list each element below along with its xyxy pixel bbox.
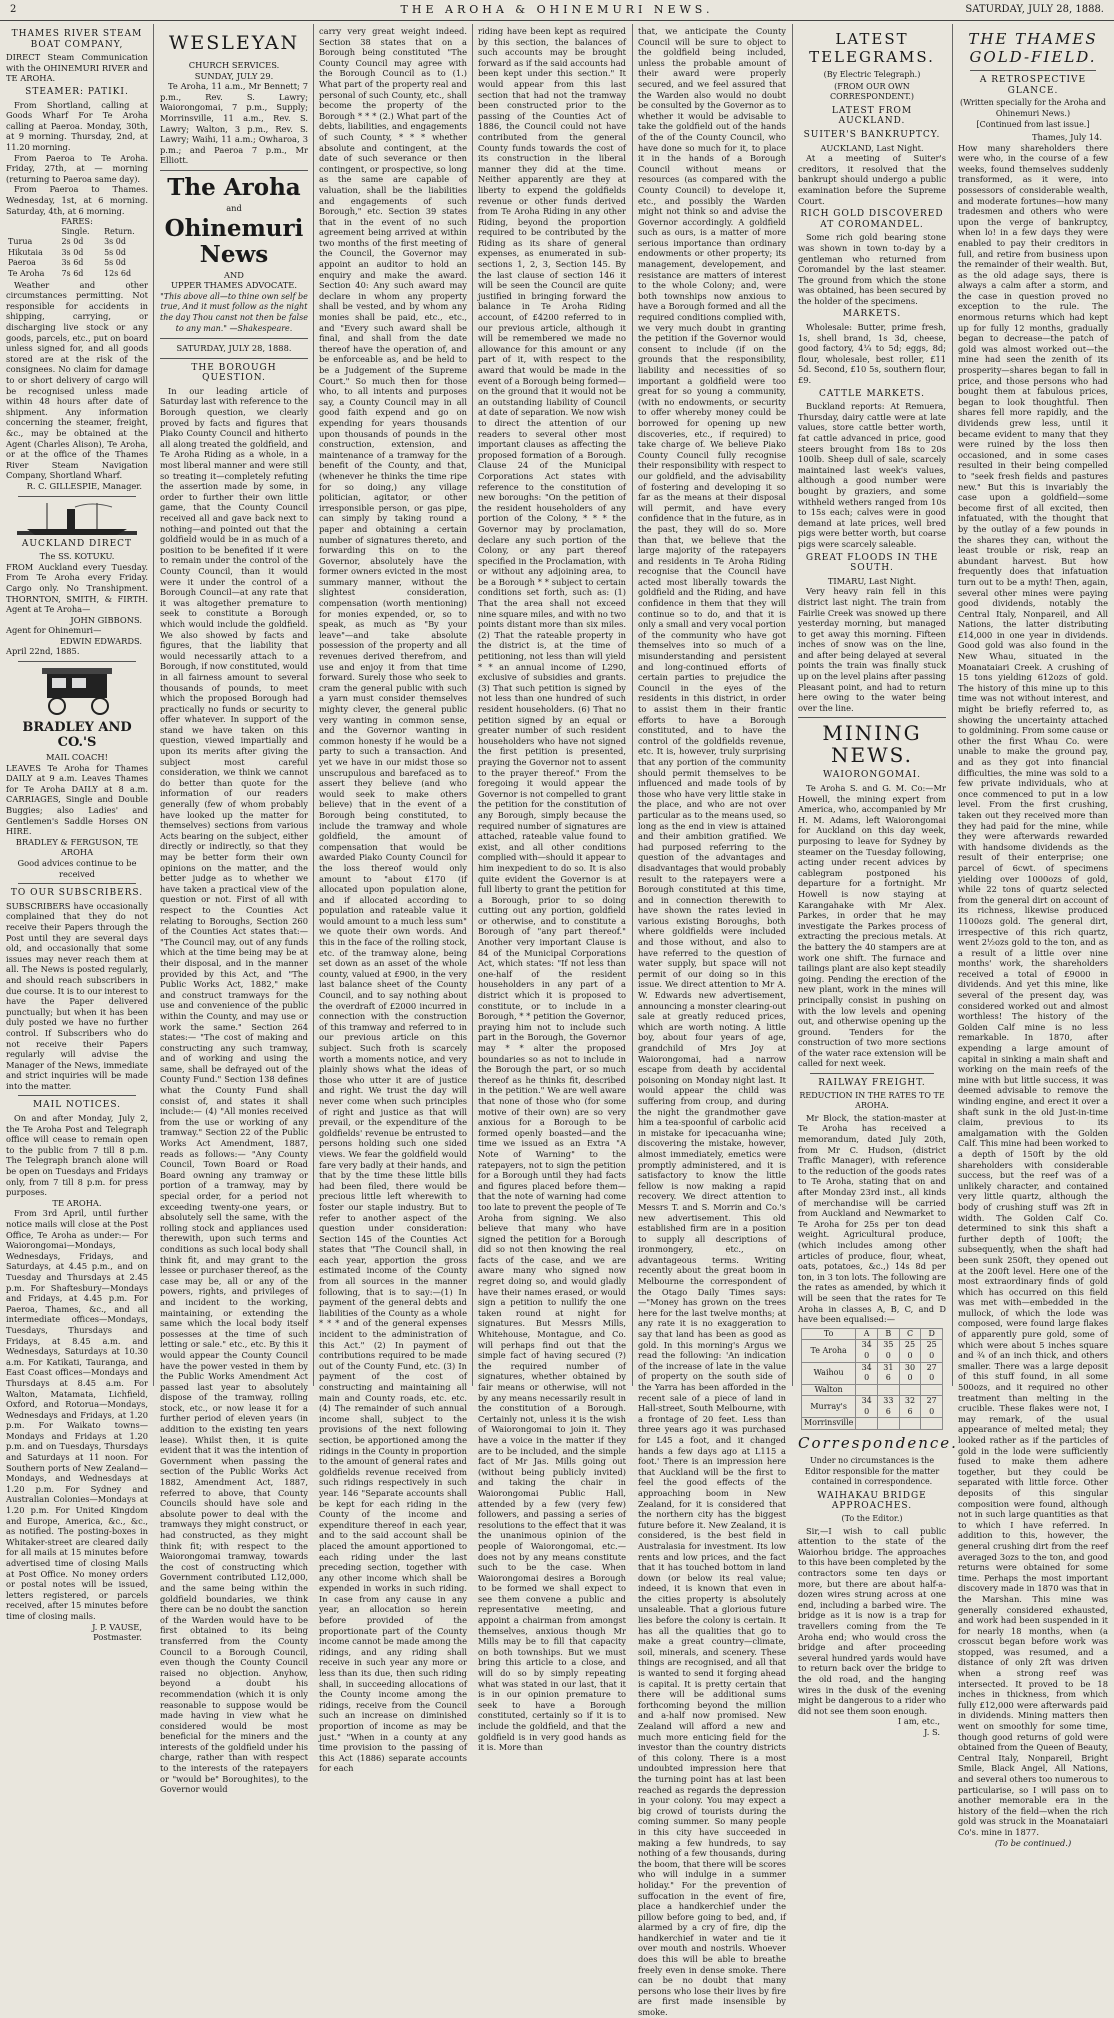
ad-steamboat-schedule: From Paeroa to Thames. Wednesday, 1st, at 6 morning. Saturday, 4th, at 6 morning. bbox=[6, 184, 148, 216]
railway-text: Mr Block, the station-master at Te Aroha has received a memorandum, dated July 20th, from Mr C. Hudson, (district Traffic Manager), with reference to the reduction of the goods rates to Te Aroha, stating that on and after Monday 23rd inst., all kinds of merchandise will be carried from Auckland and Newmarket to Te Aroha for 25s per ton dead weight. Agricultural produce, (which includes among other articles of produce, flour, wheat, oats, potatoes, &c.,) 14s 8d per ton, in 3 ton lots. The following are the rates as amended, by which it will be seen that the rates for Te Aroha in classes A, B, C, and D have been equalised:— bbox=[798, 1112, 946, 1325]
correspondence-heading: Correspondence. bbox=[798, 1434, 958, 1453]
goldfield-heading: THE THAMES GOLD-FIELD. bbox=[968, 30, 1098, 66]
ad-auckland-direct-body: FROM Auckland every Tuesday. From Te Aroha every Friday. Cargo only. No Transhipment. THORNTON, SMITH, & FIRTH. Agent at Te Aroha— bbox=[6, 561, 148, 615]
subscribers-body: SUBSCRIBERS have occasionally complained that they do not receive their Papers through the Post until they are several days old, and occasionally that some issues may never reach them at all. The News is posted regularly, and should reach subscribers in due course. It is to our interest to have the Paper delivered punctually; but when it has been duly posted we have no further control. If Subscribers who do not receive their Papers regularly will advise the Manager of the News, immediate and strict inquiries will be made into the matter. bbox=[6, 900, 148, 1091]
mail-notices-heading: MAIL NOTICES. bbox=[32, 1100, 122, 1111]
leader-article-continued: riding have been kept as required by this section, the balances of such accounts may be brought forward as if the said accounts had been kept under this section." It would appear from this last section that had not the tramway been constructed prior to the passing of the Counties Act of 1886, the Council could not have contributed from the general County funds towards the cost of its construction in the liberal manner they did at the time. Neither apparently are they at liberty to expend the goldfields revenue or other funds derived from Te Aroha Riding in any other Riding, beyond the proportion required to be contributed by the Riding as its share of general expenses, as enumerated in sub-sections 1, 2, 3, Section 145. By the last clause of section 146 it will be seen the Council are quite justified in bringing forward the balance in Te Aroha Riding account, of £4200 referred to in our previous article, although it will be remembered we made no allowance for this amount or any part of it, with respect to the award that would be made in the event of a Borough being formed—on the ground that it would not be an outstanding liability of Council at date of separation. We now wish to direct the attention of our readers to several other most important clauses as affecting the proposed formation of a Borough. Clause 24 of the Municipal Corporations Act states with reference to the constitution of new boroughs: "On the petition of the resident householders of any portion of the Colony, * * * the Governor may by proclamation, declare any such portion of the Colony, or any part thereof specified in the Proclamation, with or without any adjoining area, to be a Borough * * subject to certain conditions set forth, such as: (1) That the area shall not exceed nine square miles, and with no two points distant more than six miles. (2) That the rateable property in the district is, at the time of petitioning, not less than will yield * * an annual income of L290, exclusive of subsidies and grants. (3) That such petition is signed by not less than one hundred of such resident householders. (6) That no petition signed by an equal or greater number of such resident householders who have not signed the first petition is presented, praying the Governor not to assent to the prayer thereof." From the foregoing it would appear the Governor is not compelled to grant the petition for the constitution of any Borough, simply because the required number of signatures are attached, rateable value found to exist, and all other conditions complied with—should it appear to him inexpedient to do so. It is also quite evident the Governor is at full liberty to grant the petition for a Borough, prior to so doing cutting out any portion, goldfield or otherwise, and to constitute a Borough of "any part thereof." Another very important Clause is 84 of the Municipal Corporations Act, which states: "If not less than one-half of the resident householders in any part of a district which it is proposed to constitute, or to include in a Borough, * * petition the Governor, praying him not to include such part in the Borough, the Governor may * * alter the proposed boundaries so as not to include in the Borough the part, or so much thereof as he thinks fit, described in the petition." We are well aware that none of those who (for some motive of their own) are so very anxious for a Borough to be formed openly boasted—and the time we issued as an Extra "A Note of Warning" to the ratepayers, not to sign the petition for a Borough until they had facts and figures placed before them—that the note of warning had come too late to prevent the people of Te Aroha from signing. We also believe that many who have signed the petition for a Borough did so not then knowing the real facts of the case, and we are aware many who signed now regret doing so, and would gladly have their names erased, or would sign a petition to nullify the one taken round at night for signatures. But Messrs Mills, Whitehouse, Montague, and Co. will perhaps find out that the simple fact of having secured (?) the required number of signatures, whether obtained by fair means or otherwise, will not by any means necessarily result in the constitution of a Borough. Certainly not, unless it is the wish of Waiorongomai to join it. They have a voice in the matter if they are to be included, and the simple fact of Mr Jas. Mills going out (without being publicly invited) and taking the chair in Waiorongomai Public Hall, attended by a few (very few) followers, and passing a series of resolutions to the effect that it was the unanimous opinion of the people of Waiorongomai, etc.—does not by any means constitute such to be the case. When Waiorongomai desires a Borough to be formed we shall expect to see them convene a public and representative meeting, and appoint a chairman from amongst themselves, anxious though Mr Mills may be to fill that capacity on both townships. But we must bring this article to a close, and will do so by simply repeating what was stated in our last, that it is in our opinion premature to seek to have a Borough constituted, certainly so if it is to include the goldfield, and that the goldfield is in very good hands as it is. More than bbox=[478, 26, 626, 1753]
ad-steamboat-signature: R. C. GILLESPIE, Manager. bbox=[26, 480, 142, 491]
mining-news-subheading: WAIORONGOMAI. bbox=[823, 770, 921, 781]
telegrams-heading: LATEST TELEGRAMS. bbox=[809, 30, 935, 66]
mail-notices-body: On and after Monday, July 2, the Te Aroha Post and Telegraph office will cease to remain open to the public from 7 till 8 p.m. The Telegraph branch alone will be open on Tuesdays and Fridays only, from 7 till 8 p.m. for press purposes. bbox=[6, 1113, 148, 1198]
divider bbox=[18, 496, 136, 497]
fares-col-return: Return. bbox=[104, 226, 135, 236]
column-local-news bbox=[638, 26, 786, 2018]
goldfield-continued: [Continued from last issue.] bbox=[976, 120, 1090, 130]
ad-steamboat-schedule: From Shortland, calling at Goods Wharf For Te Aroha calling at Paeroa. Monday, 30th, at 9 morning. Thursday, 2nd, at 11.20 morning. bbox=[6, 99, 148, 152]
running-header bbox=[0, 0, 1114, 21]
divider bbox=[798, 717, 946, 718]
mail-notices-sub: TE AROHA. bbox=[52, 1197, 102, 1208]
telegram-heading: SUITER'S BANKRUPTCY. bbox=[803, 129, 941, 140]
column-rule bbox=[792, 24, 793, 1386]
church-subheading: CHURCH SERVICES. bbox=[188, 60, 280, 70]
column-rule bbox=[472, 24, 473, 1386]
rates-row: Walton bbox=[801, 1384, 942, 1396]
telegrams-subheading: (FROM OUR OWN CORRESPONDENT.) bbox=[829, 81, 915, 102]
telegrams-subheading: (By Electric Telegraph.) bbox=[823, 70, 921, 79]
church-date: SUNDAY, JULY 29. bbox=[194, 70, 274, 81]
letter-addressee: (To the Editor.) bbox=[841, 1514, 903, 1524]
paper-title-ohinemuri: Ohinemuri News bbox=[164, 214, 304, 268]
local-news-text: that, we anticipate the County Council will be sure to object to the goldfield being included, unless the probable amount of their award were properly secured, and we feel assured that the Warden also would no doubt be consulted by the Governor as to whether it would be advisable to take the goldfield out of the hands of the of the County Council, who have done so much for it, to place it in the hands of a Borough Council without means or resources (as compared with the County Council) to develope it, etc., and possibly the Warden might not think so and advise the Governor accordingly. A goldfield such as ours, is a matter of more serious importance than ordinary endowments or other property; its management, developement, and resistance are matters of interest to the whole Colony; and, were both townships now anxious to have a Borough formed and all the required conditions complied with, we very much doubt in granting the petition if the Governor would consent to include (if on the grounds that the responsibility, liability and necessities of so important a goldfield were too great for so young a community, (with no endowments, or security to offer whereby money could be borrowed for opening up new discoveries, etc., if required) to take charge of. We believe Piako County Council fully recognise their responsibility with respect to our goldfield, and the advisability of fostering and developing it so far as the means at their disposal will permit, and have every confidence that in the future, as in the past, they will do so. More than that, we believe that the large majority of the ratepayers and residents in Te Aroha Riding recognise that the Council have acted most liberally towards the goldfield and the Riding, and have confidence in them that they will continue so to do, and that it is only a small and very vocal portion of the community who have got themselves into so much of a misunderstanding and persistent and long-continued efforts of certain parties to prejudice the Council in the eyes of the residents in this district, in order to assist them in their frantic efforts to have a Borough constituted, and to have the control of the goldfields revenue, etc. It is, however, truly surprising that any portion of the community should permit themselves to be influenced and made tools of by those who have very little stake in the place, and who are not over particular as to the means used, so long as the end in view is attained and their ambition gratified. We had purposed referring to the question of the advantages and disadvantages that would probably result to the ratepayers were a Borough constituted at this time, and in connection therewith to have shown the rates levied in various existing Boroughs, both where goldfields were included and those without, and also to have referred to the question of water supply, but space will not permit of our doing so in this issue. We direct attention to Mr A. W. Edwards new advertisement, announcing a monster clearing-out sale at greatly reduced prices, which are worth noting. A little boy, about four years of age, grandchild of Mrs Joy at Waiorongomai, had a narrow escape from death by accidental poisoning on Monday night last. It would appear the child was suffering from croup, and during the night the grandmother gave him a tea-spoonful of carbolic acid in mistake for ipecacuanha wine; discovering the mistake, however, almost immediately, emetics were promptly administered, and it is satisfactory to know the little fellow is now making a rapid recovery. We direct attention to Messrs T. and S. Morrin and Co.'s new advertisement. This old established firm are in a position to supply all descriptions of ironmongery, etc., on advantageous terms. Writing recently about the great boom in Melbourne the correspondent of the Otago Daily Times says:—"Money has grown on the trees here for the last twelve months; at any rate it is no exaggeration to say that land has been as good as gold. In this morning's Argus we read the following: 'An indication of the increase of late in the value of property on the south side of the Yarra has been afforded in the recent sale of a piece of land in Hall-street, South Melbourne, with a frontage of 20 feet. Less than three years ago it was purchased for L45 a foot, and it changed hands a few days ago at L115 a foot.' There is an impression here that Auckland will be the first to feel the good effects of the approaching boom in New Zealand, for it is considered that the northern city has the biggest future before it. New Zealand, it is considered, is the best field in Australasia for investment. Its low rents and low prices, and the fact that it has touched bottom in land down (or below its real value; indeed, it is known that even in the cities property is absolutely unsaleable. That a glorious future lies before the colony is certain. It has all the qualities that go to make a great country—climate, soil, minerals, and scenery. These things are recognised, and all that is wanted to send it forging ahead is capital. It is pretty certain that there will be additional sums forthcoming beyond the million and a-half now promised. New Zealand will afford a new and much more enticing field for the investor than the country districts of this colony. There is a most undoubted impression here that the turning point has at last been reached as regards the depression in your colony. You may expect a big crowd of tourists during the coming summer. So many people in this city have succeeded in making a few hundreds, to say nothing of a few thousands, during the boom, that there will be scores who will indulge in a summer holiday." For the prevention of suffocation in the event of fire, place a handkerchief under the pillow before going to bed, and, if alarmed by a cry of fire, dip the handkerchief in water and tie it over mouth and nostrils. Whoever does this will be able to breathe freely even in dense smoke. There can be no doubt that many persons who lose their lives by fire are first made insensible by smoke. bbox=[638, 26, 786, 2018]
subscribers-heading: TO OUR SUBSCRIBERS. bbox=[10, 888, 144, 899]
ad-steamboat-schedule: From Paeroa to Te Aroha. Friday, 27th, at — morning (returning to Paeroa same day). bbox=[6, 152, 148, 184]
fares-heading: FARES: bbox=[61, 216, 93, 227]
column-rule bbox=[952, 24, 953, 1386]
paper-name: THE AROHA & OHINEMURI NEWS. bbox=[400, 3, 714, 16]
rates-header: To bbox=[801, 1328, 855, 1340]
page-number: 2 bbox=[10, 4, 17, 15]
telegram-heading: RICH GOLD DISCOVERED AT COROMANDEL. bbox=[800, 209, 944, 230]
postmaster-name: J. P. VAUSE, bbox=[92, 1621, 142, 1632]
divider bbox=[970, 70, 1096, 71]
rates-header: C bbox=[899, 1328, 921, 1340]
ad-auckland-direct-heading: AUCKLAND DIRECT bbox=[21, 538, 133, 549]
divider bbox=[18, 883, 136, 884]
letter-text: Sir,—I wish to call public attention to the state of the Waiorhou bridge. The approaches to this have been completed by the contractors some ten days or more, but there are about half-a-dozen wires strung across at one end, including a barbed wire. The bridge as it is now is a trap for travellers coming from the Te Aroha end; who would cross the bridge and after proceeding several hundred yards would have to return back over the bridge to the old road, and the hanging wires in the dusk of the evening might be dangerous to a rider who did not see them soon enough. bbox=[798, 1525, 946, 1716]
mining-news-text: Te Aroha S. and G. M. Co:—Mr Howell, the mining expert from America, who, accompanied by Mr H. M. Adams, left Waiorongomai for Auckland on this day week, purposing to leave for Sydney by steamer on the Tuesday following, acting under recent advices by cablegram postponed his departure for a fortnight. Mr Howell is now staying at Karangahake with Mr Alex. Parkes, in order that he may investigate the Parkes process of extracting the precious metals. At the battery the 40 stampers are at work one shift. The furnace and tailings plant are also kept steadily going. Pending the erection of the new plant, work in the mines will principally consist in pushing on with the low levels and opening out, and otherwise opening up the ground. Tenders for the construction of two more sections of the water race extension will be called for next week. bbox=[798, 783, 946, 1069]
railway-subheading: REDUCTION IN THE RATES TO TE AROHA. bbox=[799, 1090, 945, 1111]
column-telegrams-mining bbox=[798, 26, 958, 1737]
fares-col-single: Single. bbox=[61, 226, 90, 236]
telegram-text: At a meeting of Suiter's creditors, it resolved that the bankrupt should undergo a public examination before the Supreme Court. bbox=[798, 153, 946, 206]
fares-row: Hikutaia 3s 0d 5s 0d bbox=[8, 247, 127, 257]
telegram-heading: MARKETS. bbox=[842, 309, 902, 320]
rates-header: D bbox=[921, 1328, 943, 1340]
leader-heading: THE BOROUGH QUESTION. bbox=[191, 362, 277, 384]
railway-rates-table bbox=[801, 1328, 943, 1430]
paper-motto: "This above all—to thine own self be true, And it must follow as the night the day Thou canst not then be false to any man." —Shakespeare. bbox=[160, 291, 308, 333]
goldfield-dateline: Thames, July 14. bbox=[1032, 131, 1102, 142]
column-advertisements bbox=[6, 26, 148, 1643]
telegram-text: Buckland reports: At Remuera, Thursday, dairy cattle were at late values, store cattle better worth, fat cattle advanced in price, good steers brought from 18s to 20s 100lb. Sheep dull of sale, scarcely maintained last week's values, although a good number were bought by graziers, and some withheld wethers ranged from 10s to 15s each; calves were in good demand at late prices, well bred pigs were better worth, but coarse pigs were scarcely saleable. bbox=[798, 401, 946, 549]
postmaster-title: Postmaster. bbox=[93, 1632, 142, 1643]
ad-coach-heading: BRADLEY AND CO.'S bbox=[22, 720, 132, 751]
column-leader-continued bbox=[319, 26, 467, 1774]
telegram-text: Very heavy rain fell in this district last night. The train from Fairlie Creek was snowed up there yesterday morning, but managed to get away this morning. Fifteen inches of snow was on the line, and after being delayed at several points the train was finally stuck up on the level plains after passing Pleasant point, and had to return here owing to the water being over the line. bbox=[798, 586, 946, 713]
ad-steamboat-heading: THAMES RIVER STEAM BOAT COMPANY, bbox=[11, 29, 143, 50]
letter-heading: WAIHAKAU BRIDGE APPROACHES. bbox=[817, 1490, 927, 1512]
rates-row: Morrinsville bbox=[801, 1418, 942, 1430]
fares-row: Te Aroha 7s 6d 12s 6d bbox=[8, 269, 132, 279]
paper-subtitle: UPPER THAMES ADVOCATE. bbox=[171, 280, 297, 291]
rates-row: Te Aroha 34 0 35 0 25 0 25 0 bbox=[801, 1340, 942, 1362]
goldfield-subheading: A RETROSPECTIVE GLANCE. bbox=[979, 75, 1087, 96]
goldfield-tbc: (To be continued.) bbox=[994, 1837, 1072, 1848]
ad-agent-name: JOHN GIBBONS. bbox=[70, 614, 142, 625]
divider bbox=[810, 1073, 934, 1074]
railway-heading: RAILWAY FREIGHT. bbox=[818, 1078, 926, 1089]
column-rule bbox=[632, 24, 633, 1386]
paper-title-and2: AND bbox=[224, 269, 244, 280]
fares-row: Paeroa 3s 6d 5s 0d bbox=[8, 258, 127, 268]
column-leader bbox=[160, 26, 308, 1795]
telegram-heading: CATTLE MARKETS. bbox=[819, 388, 925, 399]
column-rule bbox=[153, 24, 154, 1386]
ad-coach-sub: MAIL COACH! bbox=[46, 752, 108, 763]
column-goldfield-article bbox=[958, 26, 1108, 1848]
goldfield-text: How many shareholders there were who, in the course of a few weeks, found themselves suddenly transformed, as it were, into possessors of considerable wealth, and moderate fortunes—how many tradesmen and others who were upon the verge of bankruptcy, when lo! in a few days they were enabled to pay their creditors in full, and retire from business upon the remainder of their wealth. But, as the old adage says, there is always a calm after a storm, and the case in question proved no exception to the rule. The enormous returns which had kept up for fully 12 months, gradually began to decrease—the patch of gold was almost worked out—the mine had seen the zenith of its prosperity—shares began to fall in price, and those persons who had bought them at fabulous prices, began to look thoughtful. Then shares fell more rapidly, and the dividends grew less, until it became evident to many that they were ruined by the loss then occasioned, and in some cases resulted in their being compelled to "seek fresh fields and pastures new." But this is invariably the case upon a goldfield—some become first of all excited, then infatuated, with the thought that by the outlay of a few pounds in the shares they can, without the least trouble or risk, reap an abundant harvest. But how frequently does that infatuation turn out to be a myth! Then, again, several other mines were paying good dividends, notably the Central Italy, Nonpareil, and All Nations, the latter distributing £14,000 in one year in dividends. Good gold was also found in the New Whau, situated in the Moanataiari Creek. A crushing of 15 tons yielding 612ozs of gold. The history of this mine up to this time was not without interest, and might be briefly referred to, as showing the uncertainty attached to goldmining. From some cause or other the first Whau Co. were unable to make the ground pay, and as they got into financial difficulties, the mine was sold to a few private individuals, who at once commenced to put in a low level. From the first crushing, taken out they received more than they had paid for the mine, while they were afterwards rewarded with handsome dividends as the result of their enterprise; one parcel of 6cwt. of specimens yielding over 1000ozs of gold, while 22 tons of quartz selected from the general dirt on account of its richness, likewise produced 1100ozs gold. The general dirt, irrespective of this rich quartz, went 2½ozs gold to the ton, and as a result of a little over nine months' work, the shareholders received a total of £9000 in dividends. And yet this mine, like several of the present day, was considered worked out and almost worthless! The history of the Golden Calf mine is no less remarkable. In 1870, after expending a large amount of capital in sinking a main shaft and working on the main reefs of the mine with but little success, it was deemed advisable to remove the winding engine, and erect it over a shaft sunk in the old Just-in-time claim, previous to its amalgamation with the Golden Calf. This mine had been worked to a depth of 150ft by the old shareholders with considerable success, but the reef was of a unlikely character, and contained very little quartz, although the body of crushing stuff was 2ft in width. The Golden Calf Co. determined to sink this shaft a further depth of 100ft; the subsequently, when the shaft had been sunk 250ft, they opened out at the 200ft level. Here one of the most extraordinary finds of gold which has occurred on this field was met with—embedded in the mullock, of which the lode was composed, were found large flakes of apparently pure gold, some of which were about 5 inches square and ¾ of an inch thick, and others smaller. There was a large deposit of this stuff found, in all some 500ozs, and it required no other treatment than melting in the crucible. These flakes were not, I may remark, of the usual appearance of melted metal; they looked rather as if the particles of gold in the lode were sufficiently fused to make them adhere together, but they could be separated with little force. Other deposits of this singular composition were found, although not in such large quantities as that to which I have referred. In addition to this, however, the general crushing dirt from the reef averaged 3ozs to the ton, and good returns were obtained for some time. Perhaps the most important discovery made in 1870 was that in the Marshan. This mine was generally considered exhausted, and work had been suspended in it for nearly 18 months, when (a crosscut began before work was stopped, was resumed, and a distance of only 2ft was driven when a strong reef was intersected. It proved to be 18 inches in thickness, from which fully £12,000 were afterwards paid in dividends. Mining matters then went on smoothly for some time, though good returns of gold were obtained from the Queen of Beauty, Central Italy, Nonpareil, Bright Smile, Black Angel, All Nations, and several others too numerous to particularise, so I will pass on to another memorable era in the history of the field—when the rich gold was struck in the Moanataiari Co's. mine in 1877. bbox=[958, 142, 1108, 1837]
issue-date: SATURDAY, JULY 28, 1888. bbox=[176, 343, 292, 354]
issue-date-header: SATURDAY, JULY 28, 1888. bbox=[965, 4, 1104, 15]
coach-illustration bbox=[22, 666, 132, 716]
mining-news-heading: MINING NEWS. bbox=[822, 721, 922, 768]
divider bbox=[160, 170, 308, 171]
telegram-dateline: AUCKLAND, Last Night. bbox=[820, 142, 924, 153]
letter-signature: J. S. bbox=[924, 1726, 940, 1737]
ad-steamboat-terms: Weather and other circumstances permitting. Not responsible for accidents in shipping, carrying, or discharging live stock or any goods, parcels, etc., put on board unless signed for, and all goods stored are at the risk of the consignees. No claim for damage to or short delivery of cargo will be recognised unless made within 48 hours after date of shipment. Any information concerning the steamer, freight, &c., may be obtained at the Agent (Charles Alison), Te Aroha, or at the office of the Thames River Steam Navigation Company, Shortland Wharf. bbox=[6, 279, 148, 481]
paper-title-and: and bbox=[226, 202, 242, 213]
fares-table bbox=[6, 227, 148, 280]
ad-ship-name: The SS. KOTUKU. bbox=[39, 551, 115, 562]
correspondence-note: Under no circumstances is the Editor responsible for the matter contained in correspondence. bbox=[804, 1456, 940, 1487]
paper-title-aroha: The Aroha bbox=[167, 173, 301, 201]
divider bbox=[160, 338, 308, 339]
church-heading: WESLEYAN bbox=[168, 32, 300, 54]
divider bbox=[18, 661, 136, 662]
leader-article-text: In our leading article of Saturday last with reference to the Borough question, we clearly proved by facts and figures that Piako County Council and hitherto all along treated the goldfield, and Te Aroha Riding as a whole, in a most liberal manner and were still so treating it—completely refuting the assertion made by some, in order to further their own little game, that the County Council received all and gave back next to nothing—and pointed out that the goldfield would be in as much of a position to be benefited if it were to remain under the control of the County Council, than it would were it under the control of a Borough Council—at any rate that it was altogether premature to seek to constitute a Borough which would include the goldfield. We also showed by facts and figures, that the liability that would necessarily attach to a Borough, if now constituted, would in all fairness amount to several thousands of pounds, to meet which the proposed Borough had practically no funds or security to offer whatever. In support of the stand we have taken on this question, viewed impartially and upon its merits after giving the subject most careful consideration, we think we cannot do better than quote for the information of our readers generally (few of whom probably have looked up the matter for themselves) sections from various Acts bearing on the subject, either directly or indirectly, so that they may be better form their own opinions on the matter, and the better judge as to whether we have taken a practical view of the question or not. First of all with respect to the Counties Act relating to Boroughs, Section 260 of the Counties Act states that:— "The Council may, out of any funds which at the time being may be at their disposal, and in the manner provided by this Act, and "The Public Works Act, 1882," make and construct tramways for the use and convenience of the public within the County, and may use or work the same." Section 264 states:— "The cost of making and constructing any such tramway, and of working and using the same, shall be defrayed out of the County Fund." Section 138 defines what the County Fund shall consist of, and states it shall include:— (4) "All monies received from the use or working of any tramway." Section 22 of the Public Works Act Amendment, 1887, reads as follows:— "Any County Council, Town Board or Road Board owning any tramway or portion of a tramway, may by special order, for a period not exceeding twenty-one years, or absolutely sell the same, with the rolling stock and appliances used therewith, upon such terms and conditions as such local body shall think fit, and may grant to the lessee or purchaser thereof, as the case may be, all or any of the powers, rights, and privileges of and incident to the working, maintaining, or extending the same which the local body itself possesses at the time of such letting or sale." etc., etc. By this it would appear the County Council have the power vested in them by the Public Works Amendment Act passed last year to absolutely dispose of the tramway, rolling stock, etc., or now lease it for a further period of eleven years (in addition to the existing ten years lease). Whilst then, it is quite evident that it was the intention of Government when passing the section of the Public Works Act 1882, Amendment Act, 1887, referred to above, that County Councils should have sole and absolute power to deal with the tramways they might construct, or had constructed, as they might think fit; with respect to the Waiorongomai tramway, towards the cost of constructing which Government contributed L12,000, and the same being within the goldfield boundaries, we think there can be no doubt the sanction of the Warden would have to be first obtained to its being transferred from the County Council to a Borough Council, even though the County Council raised no objection. Anyhow, beyond a doubt his recommendation (which it is only reasonable to suppose would be made having in view what he considered would be most beneficial for the miners and the interests of the goldfield under his charge, rather than with respect to the interests of the ratepayers or "would be" Boroughites), to the Governor would bbox=[160, 385, 308, 1795]
telegram-heading: LATEST FROM AUCKLAND. bbox=[831, 105, 913, 127]
ad-coach-signature: BRADLEY & FERGUSON, TE AROHA bbox=[15, 836, 139, 858]
ad-date: April 22nd, 1885. bbox=[6, 646, 80, 657]
fares-row: Turua 2s 0d 3s 0d bbox=[8, 237, 127, 247]
divider bbox=[18, 1095, 136, 1096]
ad-steamer-name: STEAMER: PATIKI. bbox=[25, 86, 129, 97]
rates-row: Waihou 34 0 31 6 30 0 27 0 bbox=[801, 1362, 942, 1384]
letter-signoff: I am, etc., bbox=[897, 1716, 940, 1727]
ad-coach-body: LEAVES Te Aroha for Thames DAILY at 9 a.m. Leaves Thames for Te Aroha DAILY at 8 a.m. CARRIAGES, Single and Double Buggies; also Ladies' and Gentlemen's Saddle Horses ON HIRE. bbox=[6, 762, 148, 837]
leader-article-continued: carry very great weight indeed. Section 38 states that on a Borough being constituted "The County Council may agree with the Borough Council as to (1.) What part of the property real and personal of such County, etc., shall become the property of the Borough * * * (2.) What part of the debts, liabilities, and engagements of such County, * * * whether absolute and contingent, at the date of such severance or then contingent, or prospective, so long as the same are capable of valuation, shall be the liabilities and engagements of such Borough," etc. Section 39 states that in the event of no such agreement being arrived at within two months of the first meeting of the Council, the Governor may appoint an auditor to hold an enquiry and make the award. Section 40: Any such award may declare in whom any property shall be vested, and by whom any monies shall be paid, etc., etc., and "Every such award shall be final, and shall from the date thereof have the operation of, and be enforceable as, and be held to be a Judgement of the Supreme Court." So much then for those who, to all intents and purposes say, a County Council may in all good faith expend and go on expending for years thousands upon thousands of pounds in the construction, extension, and maintenance of a tramway for the benefit of the County, and that, (whenever he thinks the time ripe for so doing,) any village politician, agitator, or other irresponsible person, or gas pipe, can simply by taking round a paper and obtaining a certain number of signatures thereto, and forwarding this on to the Governor, absolutely have the former owners evicted in the most summary manner, without the slightest consideration, compensation (worth mentioning) for monies expended, or, so to speak, as much as "By your leave"—and take absolute possession of the property and all revenues derived therefrom, and use and enjoy it from that time forward. Surely those who seek to cram the general public with such a yarn must consider themselves mighty clever, the general public very wanting in common sense, and the Governor wanting in common honesty if he would be a party to such a transaction. And yet we have in our midst those so unscrupulous and barefaced as to assert they believe (and who would seek to make others believe) that in the event of a Borough being constituted, to include the tramway and whole goldfield, the amount of compensation that would be awarded Piako County Council for the loss thereof would only amount to "about £170 (if allocated upon population alone, and if allocated according to population and rateable value it would amount to a much less sum" we quote their own words. And this in the face of the rolling stock, etc. of the tramway alone, being set down as an asset of the whole county, valued at £900, in the very last balance sheet of the County Council, and to say nothing about the overdraft of £2000 incurred in connection with the construction of this tramway and referred to in our previous article on this subject. Such froth is scarcely worth a moments notice, and very plainly shows what the ideas of those who utter it are of justice and right. We trust the day will never come when such principles of right and justice as that will prevail, or the expenditure of the goldfields' revenue be entrusted to persons holding such one sided views. We fear the goldfield would fare very badly at their hands, and that by the time these little bills had been filed, there would be precious little left wherewith to foster our staple industry. But to refer to another aspect of the question under consideration: Section 145 of the Counties Act states that "The Council shall, in each year, apportion the gross estimated income of the County from all sources in the manner following, that is to say:—(1) In payment of the general debts and liabilities of the County as a whole * * * and of the general expenses incident to the administration of this Act." (2) In payment of contributions required to be made out of the County Fund, etc. (3) In payment of the cost of constructing and maintaining all main and County roads, etc. etc. (4) The remainder of such annual income shall, subject to the provisions of the next following section, be apportioned among the ridings in the County in proportion to the amount of general rates and goldfields revenue received from such ridings respectively in such year. 146 "Separate accounts shall be kept for each riding in the County of the income and expenditure thereof in each year, and to the said account shall be placed the amount apportioned to each riding under the last preceding section, together with any other income which shall be expended in works in such riding. In case from any cause in any year, an allocation so herein before provided of the proportionate part of the County income cannot be made among the ridings, and any riding shall receive in such year any more or less than its due, then such riding shall, in succeeding allocations of the County income among the ridings, receive from the Council such an increase on diminished proportion of income as may be just." "When in a county at any time provision to the passing of this Act (1886) separate accounts for each bbox=[319, 26, 467, 1774]
rates-row: Murray's 34 0 33 6 32 6 27 0 bbox=[801, 1396, 942, 1418]
telegram-text: Some rich gold bearing stone was shown in town to-day by a gentleman who returned from Coromandel by the last steamer. The ground from which the stone was obtained, has been secured by the holder of the specimens. bbox=[798, 232, 946, 306]
telegram-text: Wholesale: Butter, prime fresh, 1s, shell brand, 1s 3d, cheese, good factory, 4¼ to 5d; eggs, 8d; flour, wholesale, best roller, £11 5d. Second, £10 5s, southern flour, £9. bbox=[798, 322, 946, 386]
ad-coach-tail: Good advices continue to be received bbox=[17, 858, 137, 879]
steamship-illustration bbox=[17, 501, 137, 535]
telegram-heading: GREAT FLOODS IN THE SOUTH. bbox=[805, 552, 939, 574]
goldfield-note: (Written specially for the Aroha and Ohinemuri News.) bbox=[960, 98, 1106, 118]
mail-notices-schedule: From 3rd April, until further notice mails will close at the Post Office, Te Aroha as under:— For Waiorongomai—Mondays, Wednesdays, Fridays, and Saturdays, at 4.45 p.m., and on Tuesday and Thursdays at 2.45 p.m. For Shaftesbury—Mondays and Fridays, at 4.45 p.m. For Paeroa, Thames, &c., and all intermediate offices—Mondays, Tuesdays, Thursdays and Fridays, at 8.45 a.m. and Wednesdays, Saturdays at 10.30 a.m. For Katikati, Tauranga, and East Coast offices—Mondays and Thursdays at 8.45 a.m. For Walton, Matamata, Lichfield, Oxford, and Rotorua—Mondays, Wednesdays and Fridays, at 1.20 p.m. For Waikato towns—Mondays and Fridays at 1.20 p.m. and on Tuesdays, Thursdays and Saturdays at 11 noon. For Southern ports of New Zealand—Mondays, and Wednesdays at 1.20 p.m. For Sydney and Australian Colonies—Mondays at 1.20 p.m. For United Kingdom and Europe, America, &c., &c., as notified. The posting-boxes in Whitaker-street are cleared daily for all mails at 15 minutes before advertised time of closing Mails at Post Office. No money orders or postal notes will be issued, letters registered, or parcels received, after 15 minutes before time of closing mails. bbox=[6, 1208, 148, 1621]
ad-agent-name: EDWIN EDWARDS. bbox=[59, 635, 142, 646]
column-rule bbox=[313, 24, 314, 1386]
rates-header: A bbox=[856, 1328, 878, 1340]
divider bbox=[160, 358, 308, 359]
church-services-body: Te Aroha, 11 a.m., Mr Bennett; 7 p.m., Rev. S. Lawry; Waiorongomai, 7 p.m., Supply; Morrinsville, 11 a.m., Rev. S. Lawry; Walton, 3 p.m., Rev. S. Lawry; Waihi, 11 a.m.; Owharoa, 3 p.m.; and Paeroa 7 p.m., Mr Elliott. bbox=[160, 81, 308, 166]
ad-agent-line: Agent for Ohinemuri— bbox=[6, 625, 102, 636]
telegram-dateline: TIMARU, Last Night. bbox=[827, 575, 917, 586]
column-leader-continued bbox=[478, 26, 626, 1753]
rates-header: B bbox=[878, 1328, 900, 1340]
ad-steamboat-lead: DIRECT Steam Communication with the OHINEMURI RIVER and TE AROHA. bbox=[6, 52, 148, 84]
